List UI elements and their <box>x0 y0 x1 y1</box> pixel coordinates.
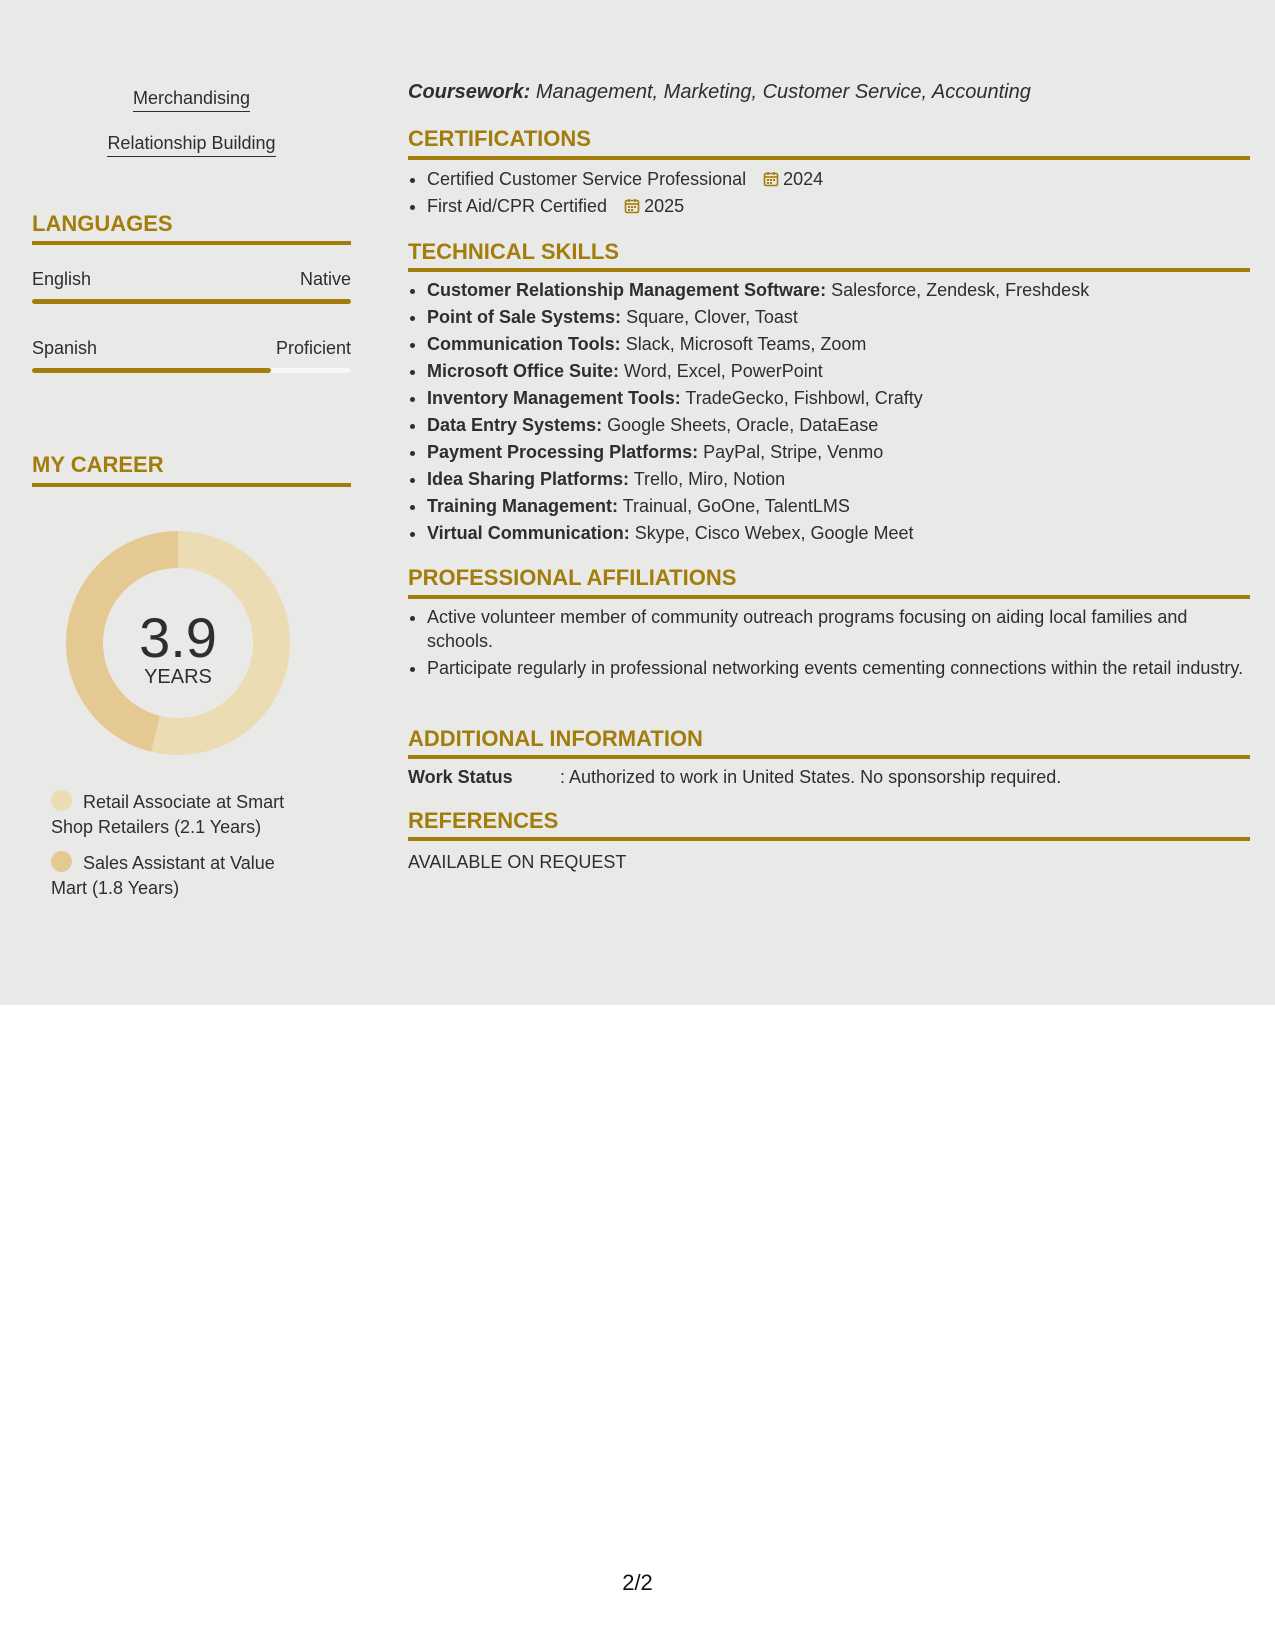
language-level: Proficient <box>275 338 351 358</box>
technical-skills-list <box>408 277 1089 547</box>
affiliation-item: • Active volunteer member of community outreach programs focusing on aiding local families and schools. <box>427 605 1250 653</box>
work-status-value: : Authorized to work in United States. No sponsorship required. <box>560 767 1062 787</box>
technical-skill-item: • Inventory Management Tools: TradeGecko, Fishbowl, Crafty <box>427 385 1089 412</box>
certification-item: • Certified Customer Service Professional 2024 <box>427 166 823 193</box>
certification-year: 2025 <box>644 196 685 216</box>
affiliations-heading: PROFESSIONAL AFFILIATIONS <box>408 565 737 590</box>
page-number: 2/2 <box>622 1570 653 1595</box>
technical-skill-item: • Training Management: Trainual, GoOne, TalentLMS <box>427 493 1089 520</box>
technical-skill-item: • Communication Tools: Slack, Microsoft Teams, Zoom <box>427 331 1089 358</box>
calendar-icon <box>624 198 640 214</box>
technical-skill-item: • Payment Processing Platforms: PayPal, Stripe, Venmo <box>427 439 1089 466</box>
coursework-label: Coursework: <box>408 81 531 103</box>
skill-tag: Merchandising <box>32 88 351 112</box>
technical-skill-item: • Data Entry Systems: Google Sheets, Oracle, DataEase <box>427 412 1089 439</box>
coursework-text: Management, Marketing, Customer Service, Accounting <box>535 81 1031 103</box>
additional-info-heading: ADDITIONAL INFORMATION <box>408 726 703 751</box>
heading-rule <box>408 837 1250 841</box>
technical-skill-item: • Idea Sharing Platforms: Trello, Miro, Notion <box>427 466 1089 493</box>
technical-skill-item: • Point of Sale Systems: Square, Clover, Toast <box>427 304 1089 331</box>
coursework-line <box>408 80 1031 104</box>
language-name: English <box>32 269 92 289</box>
technical-skill-item: • Virtual Communication: Skype, Cisco Webex, Google Meet <box>427 520 1089 547</box>
language-bar-fill <box>32 368 271 373</box>
career-total-unit: YEARS <box>144 666 212 688</box>
certification-item: • First Aid/CPR Certified 2025 <box>427 193 823 220</box>
career-total-value: 3.9 <box>139 606 217 669</box>
language-bar <box>32 368 351 373</box>
career-donut-chart <box>66 531 290 755</box>
affiliations-list <box>408 605 1250 680</box>
skill-tag: Relationship Building <box>32 133 351 157</box>
language-level: Native <box>299 269 351 289</box>
career-legend-item: Sales Assistant at Value Mart (1.8 Years) <box>51 853 275 898</box>
work-status-row <box>408 765 1061 789</box>
technical-skills-heading: TECHNICAL SKILLS <box>408 239 620 264</box>
heading-rule <box>32 241 351 245</box>
career-legend-item: Retail Associate at Smart Shop Retailers (2.1 Years) <box>51 792 285 837</box>
career-heading: MY CAREER <box>32 452 164 477</box>
language-name: Spanish <box>32 338 98 358</box>
certifications-heading: CERTIFICATIONS <box>408 126 591 151</box>
heading-rule <box>408 595 1250 599</box>
language-bar-fill <box>32 299 351 304</box>
heading-rule <box>408 755 1250 759</box>
certification-year: 2024 <box>783 169 824 189</box>
references-text: AVAILABLE ON REQUEST <box>408 852 627 872</box>
languages-heading: LANGUAGES <box>32 211 173 236</box>
legend-swatch <box>51 790 72 811</box>
references-heading: REFERENCES <box>408 808 559 833</box>
technical-skill-item: • Microsoft Office Suite: Word, Excel, PowerPoint <box>427 358 1089 385</box>
legend-swatch <box>51 851 72 872</box>
certifications-list <box>408 166 823 220</box>
heading-rule <box>408 268 1250 272</box>
calendar-icon <box>763 171 779 187</box>
heading-rule <box>32 483 351 487</box>
language-row <box>32 337 351 359</box>
affiliation-item: • Participate regularly in professional networking events cementing connections within the retail industry. <box>427 656 1250 680</box>
technical-skill-item: • Customer Relationship Management Software: Salesforce, Zendesk, Freshdesk <box>427 277 1089 304</box>
language-bar <box>32 299 351 304</box>
work-status-label: Work Status <box>408 767 513 787</box>
language-row <box>32 268 351 290</box>
heading-rule <box>408 156 1250 160</box>
